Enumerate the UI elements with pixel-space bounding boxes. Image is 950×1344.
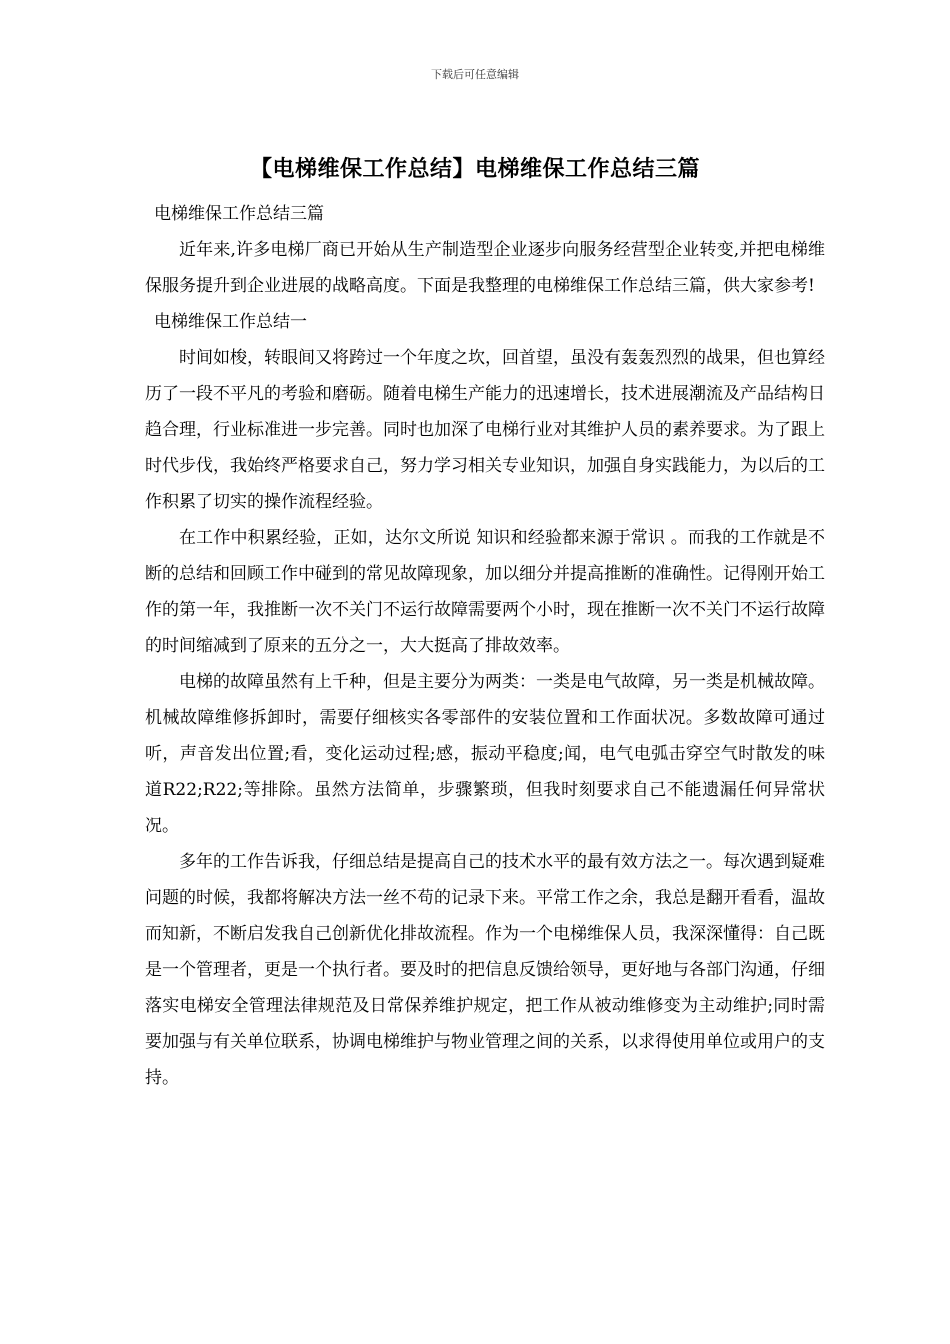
body-paragraph: 电梯的故障虽然有上千种，但是主要分为两类：一类是电气故障，另一类是机械故障。机械故障维修拆卸时，需要仔细核实各零部件的安装位置和工作面状况。多数故障可通过听，声音发出位置;看，变化运动过程;感，振动平稳度;闻，电气电弧击穿空气时散发的味道R22;R22;等排除。虽然方法简单，步骤繁琐，但我时刻要求自己不能遗漏任何异常状况。 (145, 672, 825, 836)
document-body (145, 196, 825, 1096)
intro-paragraph: 近年来,许多电梯厂商已开始从生产制造型企业逐步向服务经营型企业转变,并把电梯维保服务提升到企业进展的战略高度。下面是我整理的电梯维保工作总结三篇，供大家参考! (145, 240, 825, 296)
section-heading: 电梯维保工作总结一 (154, 312, 307, 332)
document-title: 【电梯维保工作总结】电梯维保工作总结三篇 (249, 156, 700, 182)
body-paragraph: 在工作中积累经验，正如，达尔文所说 知识和经验都来源于常识 。而我的工作就是不断的总结和回顾工作中碰到的常见故障现象，加以细分并提高推断的准确性。记得刚开始工作的第一年，我推断一次不关门不运行故障需要两个小时，现在推断一次不关门不运行故障的时间缩减到了原来的五分之一，大大挺高了排故效率。 (145, 528, 825, 656)
document-subtitle: 电梯维保工作总结三篇 (154, 204, 324, 224)
page-header-note: 下载后可任意编辑 (431, 68, 519, 81)
body-paragraph: 多年的工作告诉我，仔细总结是提高自己的技术水平的最有效方法之一。每次遇到疑难问题的时候，我都将解决方法一丝不苟的记录下来。平常工作之余，我总是翻开看看，温故而知新，不断启发我自己创新优化排故流程。作为一个电梯维保人员，我深深懂得：自己既是一个管理者，更是一个执行者。要及时的把信息反馈给领导，更好地与各部门沟通，仔细落实电梯安全管理法律规范及日常保养维护规定，把工作从被动维修变为主动维护;同时需要加强与有关单位联系，协调电梯维护与物业管理之间的关系，以求得使用单位或用户的支持。 (145, 852, 825, 1088)
body-paragraph: 时间如梭，转眼间又将跨过一个年度之坎，回首望，虽没有轰轰烈烈的战果，但也算经历了一段不平凡的考验和磨砺。随着电梯生产能力的迅速增长，技术进展潮流及产品结构日趋合理，行业标准进一步完善。同时也加深了电梯行业对其维护人员的素养要求。为了跟上时代步伐，我始终严格要求自己，努力学习相关专业知识，加强自身实践能力，为以后的工作积累了切实的操作流程经验。 (145, 348, 825, 512)
